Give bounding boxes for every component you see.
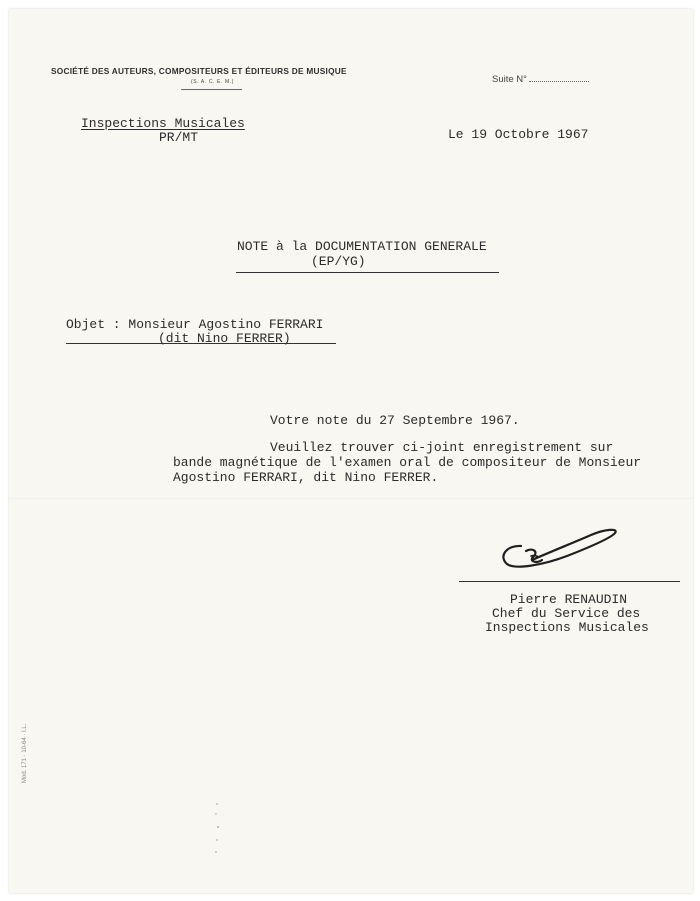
department-reference: PR/MT bbox=[159, 130, 199, 145]
paper-specks bbox=[214, 800, 220, 860]
form-code: Mod. 171 · 10-64 · I.L. bbox=[22, 723, 28, 783]
handwritten-signature bbox=[495, 525, 625, 573]
signatory-title-line-1: Chef du Service des bbox=[492, 606, 641, 621]
subject-line-1 bbox=[66, 317, 323, 332]
note-reference: (EP/YG) bbox=[311, 254, 366, 269]
department-name: Inspections Musicales bbox=[81, 116, 245, 131]
body-line-1: Votre note du 27 Septembre 1967. bbox=[270, 413, 520, 428]
subject-line-2: (dit Nino FERRER) bbox=[158, 331, 291, 346]
subject-label: Objet : bbox=[66, 317, 121, 332]
subject-rule bbox=[66, 343, 336, 344]
letterhead-abbreviation: (S. A. C. E. M.) bbox=[191, 79, 234, 85]
letterhead-rule bbox=[181, 89, 242, 90]
letterhead-organization: SOCIÉTÉ DES AUTEURS, COMPOSITEURS ET ÉDITEURS DE MUSIQUE bbox=[51, 66, 347, 76]
suite-label: Suite N° bbox=[492, 74, 527, 85]
subject-name: Monsieur Agostino FERRARI bbox=[128, 317, 324, 332]
body-line-4: Agostino FERRARI, dit Nino FERRER. bbox=[173, 470, 439, 485]
paper-fold-line bbox=[9, 498, 693, 500]
suite-number-field bbox=[492, 72, 589, 85]
signature-rule bbox=[459, 581, 680, 582]
body-line-3: bande magnétique de l'examen oral de compositeur de Monsieur bbox=[173, 455, 642, 470]
note-title: NOTE à la DOCUMENTATION GENERALE bbox=[237, 239, 487, 254]
body-line-2: Veuillez trouver ci-joint enregistrement sur bbox=[270, 440, 614, 455]
signatory-title-line-2: Inspections Musicales bbox=[485, 620, 649, 635]
letter-date: Le 19 Octobre 1967 bbox=[448, 127, 589, 142]
signatory-name: Pierre RENAUDIN bbox=[510, 592, 628, 607]
note-title-rule bbox=[236, 272, 499, 273]
suite-dotted-line bbox=[529, 72, 589, 82]
